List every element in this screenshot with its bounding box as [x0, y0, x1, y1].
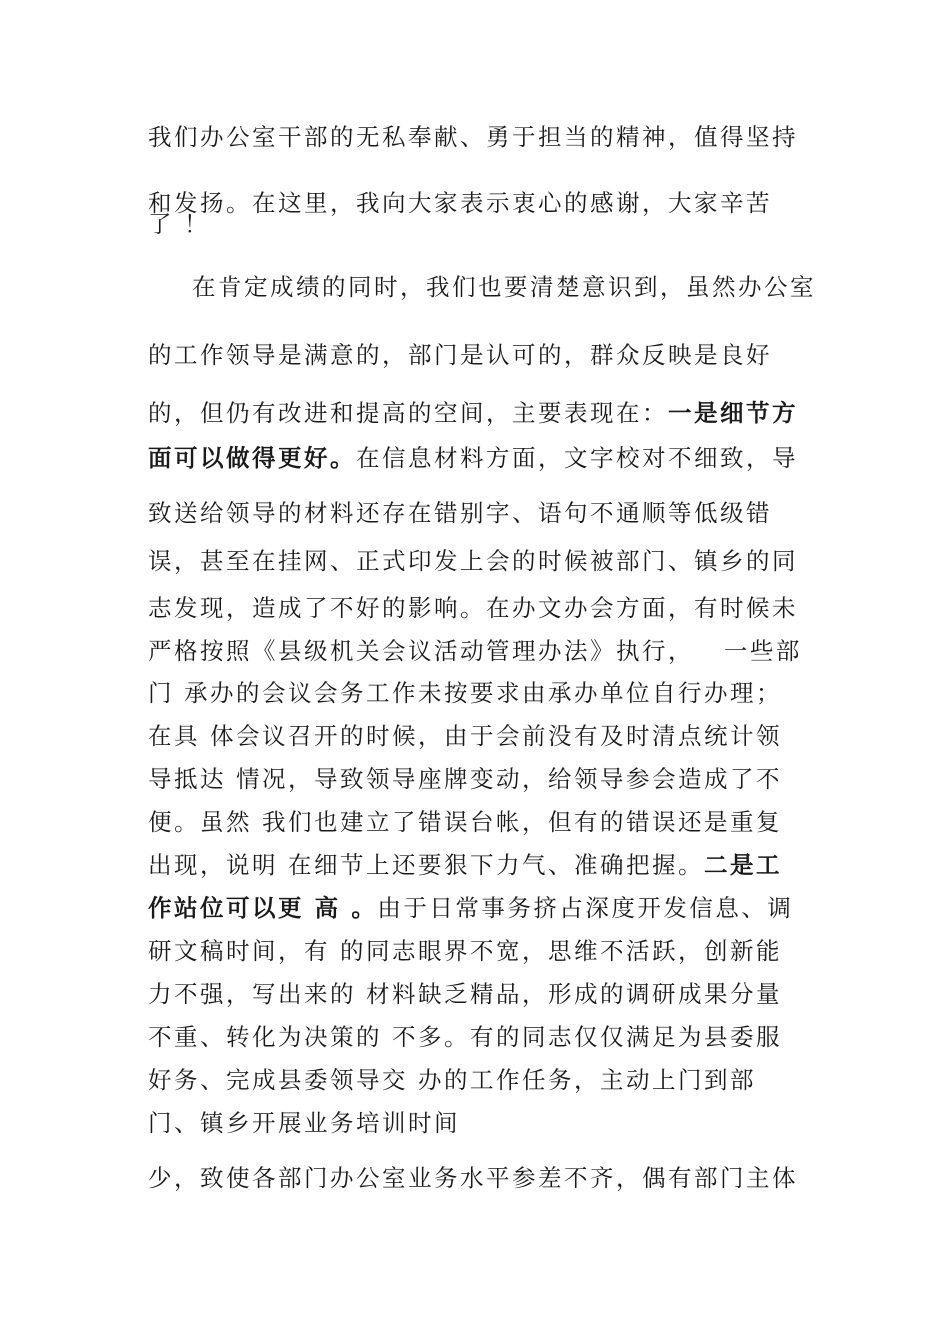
bold-text-segment: 一是细节方: [668, 399, 798, 427]
text-segment: 了 ！: [148, 210, 210, 238]
text-line: [148, 636, 802, 666]
text-segment: 在肯定成绩的同时，我们也要清楚意识到，虽然办公室: [192, 273, 816, 301]
text-segment: 致送给领导的材料还存在错别字、语句不通顺等低级错: [148, 499, 772, 527]
text-line: [148, 398, 798, 428]
text-line: [148, 678, 782, 708]
text-segment: 严格按照《县级机关会议活动管理办法》执行， 一些部: [148, 637, 802, 665]
text-segment: 好务、完成县委领导交 办的工作任务，主动上门到部: [148, 1066, 756, 1094]
text-segment: 出现，说明 在细节上还要狠下力气、准确把握。: [148, 851, 704, 879]
text-line: [148, 1022, 782, 1052]
text-segment: 志发现，造成了不好的影响。在办文办会方面，有时候未: [148, 594, 798, 622]
text-line: [148, 721, 782, 751]
text-segment: 在信息材料方面，文字校对不细致，导: [356, 444, 798, 472]
text-segment: 的工作领导是满意的，部门是认可的，群众反映是良好: [148, 341, 772, 369]
text-line: [148, 122, 798, 152]
text-segment: 门 承办的会议会务工作未按要求由承办单位自行办理；: [148, 679, 782, 707]
text-segment: 导抵达 情况，导致领导座牌变动，给领导参会造成了不: [148, 765, 782, 793]
text-segment: 在具 体会议召开的时候，由于会前没有及时清点统计领: [148, 722, 782, 750]
text-line: [148, 546, 798, 576]
text-line: [148, 209, 210, 239]
text-segment: 和发扬。在这里，我向大家表示衷心的感谢，大家辛苦: [148, 189, 772, 217]
text-line: [148, 498, 772, 528]
text-segment: 误，甚至在挂网、正式印发上会的时候被部门、镇乡的同: [148, 547, 798, 575]
text-line: [148, 1108, 460, 1138]
text-line: [148, 1065, 756, 1095]
text-segment: 便。虽然 我们也建立了错误台帐，但有的错误还是重复: [148, 808, 782, 836]
text-segment: 门、镇乡开展业务培训时间: [148, 1109, 460, 1137]
text-line: [192, 272, 816, 302]
text-line: [148, 893, 793, 923]
text-line: [148, 936, 782, 966]
text-line: [148, 979, 782, 1009]
text-line: [148, 807, 782, 837]
text-line: [148, 188, 772, 218]
text-line: [148, 850, 782, 880]
text-segment: 我们办公室干部的无私奉献、勇于担当的精神，值得坚持: [148, 123, 798, 151]
text-line: [148, 443, 798, 473]
text-segment: 少，致使各部门办公室业务水平参差不齐，偶有部门主体: [148, 1164, 798, 1192]
bold-text-segment: 面可以做得更好。: [148, 444, 356, 472]
bold-text-segment: 作站位可以更 高 。: [148, 894, 378, 922]
bold-text-segment: 二是工: [703, 851, 782, 879]
text-line: [148, 1163, 798, 1193]
text-segment: 研文稿时间，有 的同志眼界不宽，思维不活跃，创新能: [148, 937, 782, 965]
text-segment: 不重、转化为决策的 不多。有的同志仅仅满足为县委服: [148, 1023, 782, 1051]
text-segment: 由于日常事务挤占深度开发信息、调: [377, 894, 794, 922]
text-segment: 力不强，写出来的 材料缺乏精品，形成的调研成果分量: [148, 980, 782, 1008]
text-segment: 的，但仍有改进和提高的空间，主要表现在：: [148, 399, 668, 427]
text-line: [148, 764, 782, 794]
text-line: [148, 340, 772, 370]
text-line: [148, 593, 798, 623]
